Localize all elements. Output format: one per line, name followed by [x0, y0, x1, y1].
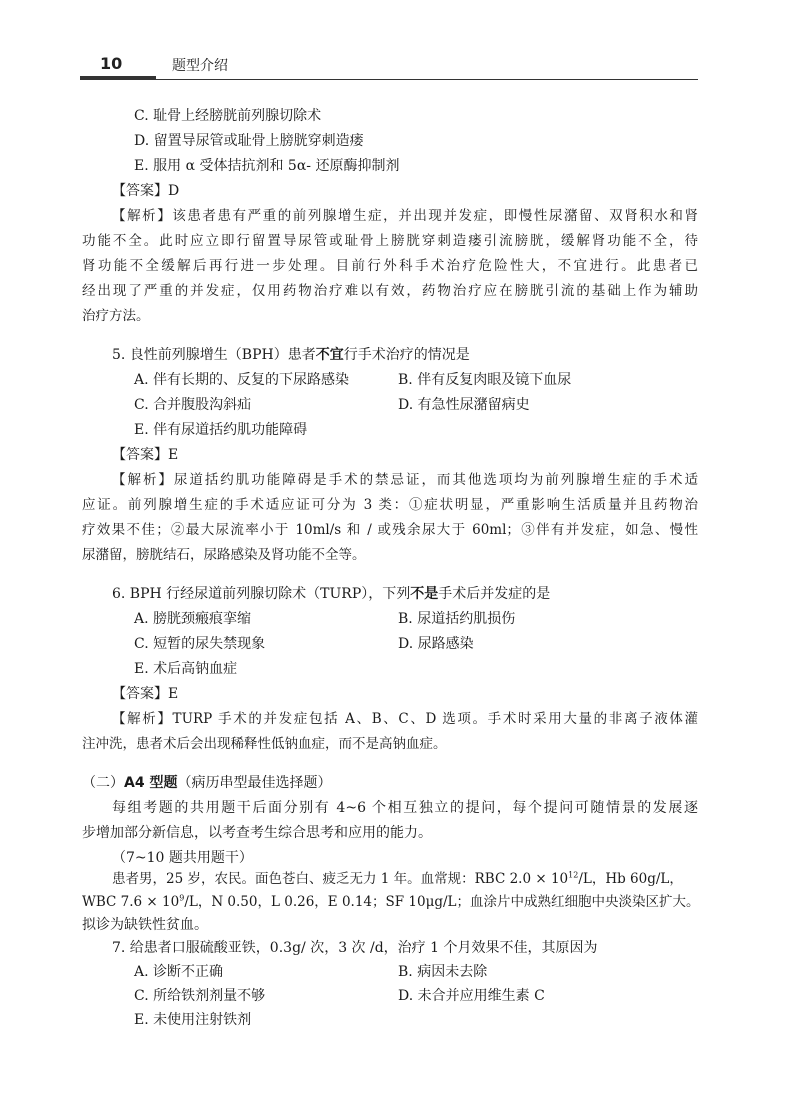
q4-explanation-line: 经出现了严重的并发症，仅用药物治疗难以有效，药物治疗应在膀胱引流的基础上作为辅助 — [82, 283, 698, 299]
header-rule — [80, 79, 698, 80]
section-heading-type: A4 型题 — [124, 775, 178, 791]
q5-explanation-line: 应证。前列腺增生症的手术适应证可分为 3 类：①症状明显，严重影响生活质量并且药物治 — [82, 497, 698, 513]
q7-option-d: D. 未合并应用维生素 C — [398, 988, 545, 1004]
q6-stem: 6. BPH 行经尿道前列腺切除术（TURP），下列不是手术后并发症的是 — [112, 586, 551, 602]
q6-explanation-line: 注冲洗，患者术后会出现稀释性低钠血症，而不是高钠血症。 — [82, 736, 447, 752]
q5-stem: 5. 良性前列腺增生（BPH）患者不宜行手术治疗的情况是 — [112, 347, 470, 363]
q6-explanation-line: 【解析】TURP 手术的并发症包括 A、B、C、D 选项。手术时采用大量的非离子液体灌 — [112, 711, 698, 727]
q6-option-c: C. 短暂的尿失禁现象 — [134, 636, 266, 652]
q4-explanation-line: 功能不全。此时应立即行留置导尿管或耻骨上膀胱穿刺造瘘引流膀胱，缓解肾功能不全，待 — [82, 233, 698, 249]
case-description-line: WBC $7.6 \times 10^9/L$，N 0.50，L 0.26，E 0.14；SF 10μg/L；血涂片中成熟红细胞中央淡染区扩大。 — [82, 893, 700, 910]
q5-explanation-line: 尿潴留，膀胱结石，尿路感染及肾功能不全等。 — [82, 547, 366, 563]
q4-explanation-line: 肾功能不全缓解后再行进一步处理。目前行外科手术治疗危险性大，不宜进行。此患者已 — [82, 258, 698, 274]
q6-option-a: A. 膀胱颈瘢痕挛缩 — [134, 611, 252, 627]
q6-answer: 【答案】E — [112, 686, 179, 702]
q5-option-c: C. 合并腹股沟斜疝 — [134, 397, 252, 413]
q6-option-e: E. 术后高钠血症 — [134, 661, 238, 677]
q5-option-e: E. 伴有尿道括约肌功能障碍 — [134, 422, 308, 438]
q4-explanation-line: 【解析】该患者患有严重的前列腺增生症，并出现并发症，即慢性尿潴留、双肾积水和肾 — [112, 208, 698, 224]
q5-option-d: D. 有急性尿潴留病史 — [398, 397, 530, 413]
q5-explanation-line: 【解析】尿道括约肌功能障碍是手术的禁忌证，而其他选项均为前列腺增生症的手术适 — [112, 472, 698, 488]
section-intro-line: 步增加部分新信息，以考查考生综合思考和应用的能力。 — [82, 825, 432, 841]
q7-option-a: A. 诊断不正确 — [134, 964, 224, 980]
q4-option-e: E. 服用 α 受体拮抗剂和 5α- 还原酶抑制剂 — [134, 158, 400, 174]
case-description-line: 患者男，25 岁，农民。面色苍白、疲乏无力 1 年。血常规：RBC $2.0 \times 10^{12}/L$，Hb 60g/L， — [112, 870, 683, 887]
q7-option-e: E. 未使用注射铁剂 — [134, 1012, 252, 1028]
q6-option-d: D. 尿路感染 — [398, 636, 474, 652]
q5-explanation-line: 疗效果不佳；②最大尿流率小于 10ml/s 和 / 或残余尿大于 60ml；③伴有并发症，如急、慢性 — [82, 522, 698, 538]
case-description-line: 拟诊为缺铁性贫血。 — [82, 917, 208, 933]
q4-explanation-line: 治疗方法。 — [82, 308, 150, 324]
q5-option-b: B. 伴有反复肉眼及镜下血尿 — [398, 372, 572, 388]
q4-option-d: D. 留置导尿管或耻骨上膀胱穿刺造瘘 — [134, 133, 364, 149]
header-title: 题型介绍 — [172, 58, 228, 74]
q6-stem-emphasis: 不是 — [410, 586, 439, 602]
q5-option-a: A. 伴有长期的、反复的下尿路感染 — [134, 372, 350, 388]
q4-answer: 【答案】D — [112, 183, 180, 199]
page-number: 10 — [100, 54, 123, 73]
q5-stem-emphasis: 不宜 — [315, 347, 344, 363]
group-label: （7~10 题共用题干） — [112, 850, 253, 866]
q7-option-b: B. 病因未去除 — [398, 964, 488, 980]
q7-option-c: C. 所给铁剂剂量不够 — [134, 988, 266, 1004]
page-header — [80, 48, 698, 82]
q5-answer: 【答案】E — [112, 447, 179, 463]
q7-stem: 7. 给患者口服硫酸亚铁，0.3g/ 次，3 次 /d，治疗 1 个月效果不佳，其原因为 — [112, 940, 598, 956]
q4-option-c: C. 耻骨上经膀胱前列腺切除术 — [134, 108, 322, 124]
q6-option-b: B. 尿道括约肌损伤 — [398, 611, 516, 627]
section-intro-line: 每组考题的共用题干后面分别有 4~6 个相互独立的提问，每个提问可随情景的发展逐 — [112, 800, 698, 816]
section-heading: （二）A4 型题（病历串型最佳选择题） — [82, 775, 332, 791]
